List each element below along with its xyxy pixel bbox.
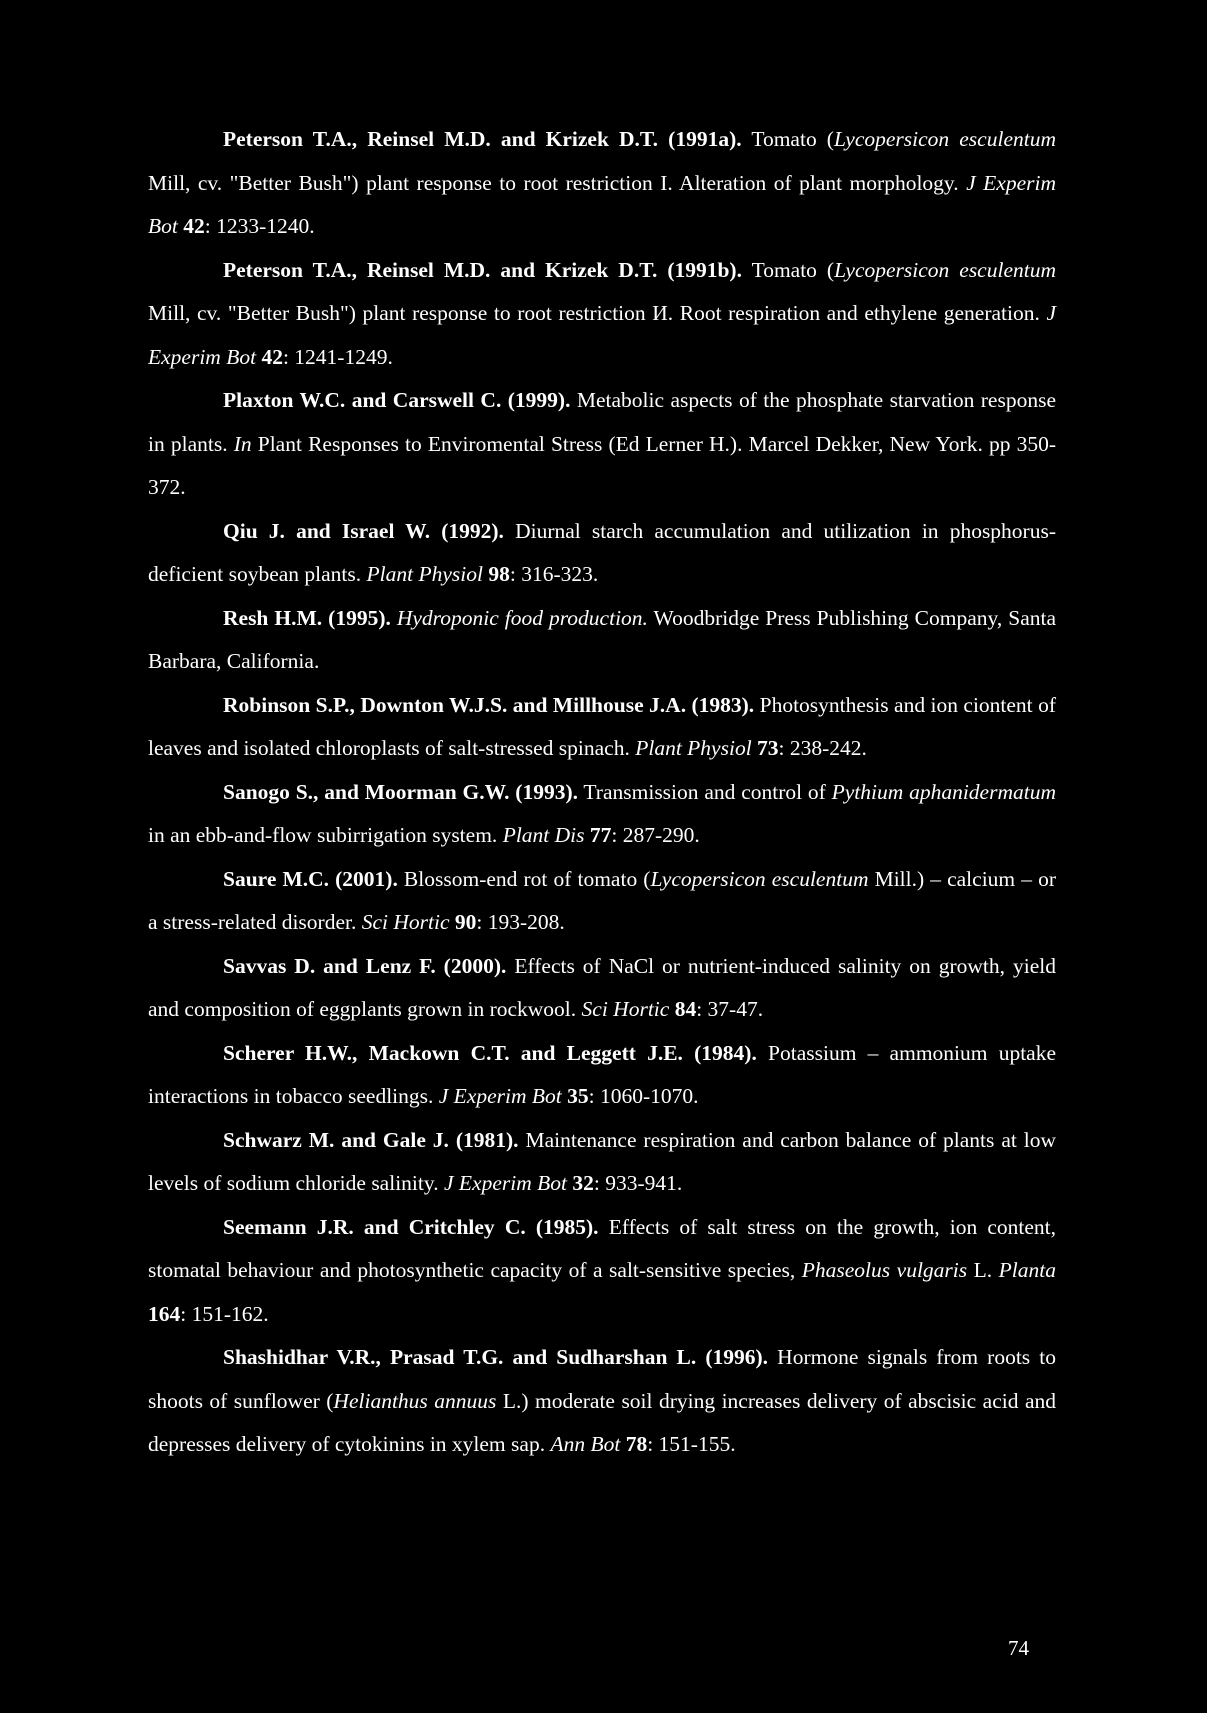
reference-entry [148,771,1056,858]
reference-pages: : 1241-1249. [282,344,393,369]
reference-entry [148,858,1056,945]
reference-journal: Plant Physiol [366,562,483,586]
reference-pages: : 151-155. [647,1432,736,1456]
reference-journal: J Experim Bot [148,301,1056,369]
reference-pages: : 933-941. [593,1171,683,1195]
reference-text: Effects of salt stress on the growth, ion content, stomatal behaviour and photosynthetic capacity of a salt-sensitive species, [148,1214,1057,1282]
reference-text: Transmission and control of [578,779,832,804]
reference-journal: Planta [998,1258,1056,1282]
reference-pages: : 1233-1240. [204,214,315,238]
reference-authors: Saure M.C. (2001). [223,866,398,891]
reference-authors: Peterson T.A., Reinsel M.D. and Krizek D.T. (1991b). [223,257,742,282]
reference-text: Woodbridge Press Publishing Company, Santa Barbara, California. [148,605,1057,673]
reference-entry [148,1032,1056,1119]
reference-text: Metabolic aspects of the phosphate starvation response in plants. [148,388,1056,456]
reference-volume: 164 [148,1301,181,1326]
reference-entry [148,945,1056,1032]
reference-entry [148,597,1056,684]
reference-journal: J Experim Bot [148,170,1057,238]
reference-italic: Lycopersicon esculentum [833,127,1056,151]
reference-authors: Seemann J.R. and Critchley C. (1985). [223,1214,599,1239]
reference-text: Hormone signals from roots to shoots of sunflower ( [148,1345,1056,1413]
reference-entry [148,379,1056,510]
reference-text: Tomato ( [741,257,835,282]
reference-entry [148,1206,1056,1337]
reference-journal: Sci Hortic [361,910,450,934]
reference-pages: : 1060-1070. [588,1084,699,1108]
reference-italic: Lycopersicon esculentum [650,866,869,891]
reference-journal: J Experim Bot [443,1171,567,1195]
reference-authors: Scherer H.W., Mackown C.T. and Leggett J.E. (1984). [223,1040,757,1065]
reference-list [148,118,1056,1467]
reference-authors: Qiu J. and Israel W. (1992). [223,518,504,543]
reference-italic: Hydroponic food production. [396,605,648,630]
reference-pages: : 151-162. [180,1301,269,1326]
reference-volume: 90 [449,910,477,934]
reference-authors: Savvas D. and Lenz F. (2000). [223,953,507,978]
reference-volume: 32 [566,1171,594,1195]
reference-text: Maintenance respiration and carbon balance of plants at low levels of sodium chloride salinity. [148,1127,1057,1195]
reference-volume: 78 [620,1432,648,1456]
reference-authors: Resh H.M. (1995). [223,605,391,630]
reference-volume: 42 [177,214,205,238]
reference-pages: : 37-47. [696,997,764,1021]
reference-text: Plant Responses to Enviromental Stress (Ed Lerner H.). Marcel Dekker, New York. pp 350-372. [148,431,1056,499]
reference-italic: In [233,431,252,456]
reference-authors: Shashidhar V.R., Prasad T.G. and Sudharshan L. (1996). [223,1345,769,1369]
reference-entry [148,118,1056,249]
reference-authors: Sanogo S., and Moorman G.W. (1993). [223,779,578,804]
reference-volume: 84 [669,997,697,1021]
reference-text: Blossom-end rot of tomato ( [397,866,651,891]
reference-text: L. [967,1258,999,1282]
reference-entry [148,249,1056,380]
reference-text: Mill, cv. "Better Bush") plant response to root restriction I. Alteration of plant morphology. [148,170,967,195]
reference-volume: 35 [561,1084,589,1108]
reference-journal: Sci Hortic [581,997,670,1021]
reference-text: L.) moderate soil drying increases delivery of abscisic acid and depresses delivery of cytokinins in xylem sap. [148,1388,1056,1456]
reference-entry [148,684,1056,771]
reference-entry [148,1119,1056,1206]
reference-text: Potassium – ammonium uptake interactions in tobacco seedlings. [148,1040,1057,1108]
reference-authors: Peterson T.A., Reinsel M.D. and Krizek D.T. (1991a). [223,127,742,151]
reference-text: Photosynthesis and ion ciontent of leaves and isolated chloroplasts of salt-stressed spinach. [148,692,1056,760]
reference-authors: Plaxton W.C. and Carswell C. (1999). [223,388,571,412]
reference-volume: 73 [751,736,779,760]
reference-authors: Robinson S.P., Downton W.J.S. and Millhouse J.A. (1983). [223,692,755,717]
reference-entry [148,510,1056,597]
reference-journal: J Experim Bot [438,1084,562,1108]
reference-text: Mill.) – calcium – or a stress-related disorder. [148,866,1057,934]
reference-italic: Lycopersicon esculentum [834,257,1056,282]
reference-text: Mill, cv. "Better Bush") plant response to root restriction И. Root respiration and ethylene generation. [148,301,1047,325]
reference-text: Diurnal starch accumulation and utilization in phosphorus-deficient soybean plants. [148,518,1056,586]
reference-italic: Helianthus annuus [333,1388,497,1413]
reference-journal: Plant Dis [502,823,585,847]
page-number: 74 [1008,1636,1029,1660]
reference-pages: : 238-242. [778,736,867,760]
reference-text: in an ebb-and-flow subirrigation system. [148,823,503,847]
reference-text: Tomato ( [741,127,834,151]
reference-pages: : 316-323. [509,562,599,586]
reference-volume: 98 [482,562,510,586]
reference-italic: Phaseolus vulgaris [801,1258,968,1282]
reference-authors: Schwarz M. and Gale J. (1981). [223,1127,519,1152]
reference-italic: Pythium aphanidermatum [831,779,1056,804]
reference-pages: : 287-290. [611,823,700,847]
reference-journal: Ann Bot [550,1432,621,1456]
reference-text: Effects of NaCl or nutrient-induced salinity on growth, yield and composition of eggplants grown in rockwool. [148,953,1056,1021]
reference-volume: 77 [584,823,612,847]
reference-journal: Plant Physiol [635,736,752,760]
reference-entry [148,1336,1056,1467]
reference-volume: 42 [256,344,283,369]
reference-pages: : 193-208. [476,910,565,934]
